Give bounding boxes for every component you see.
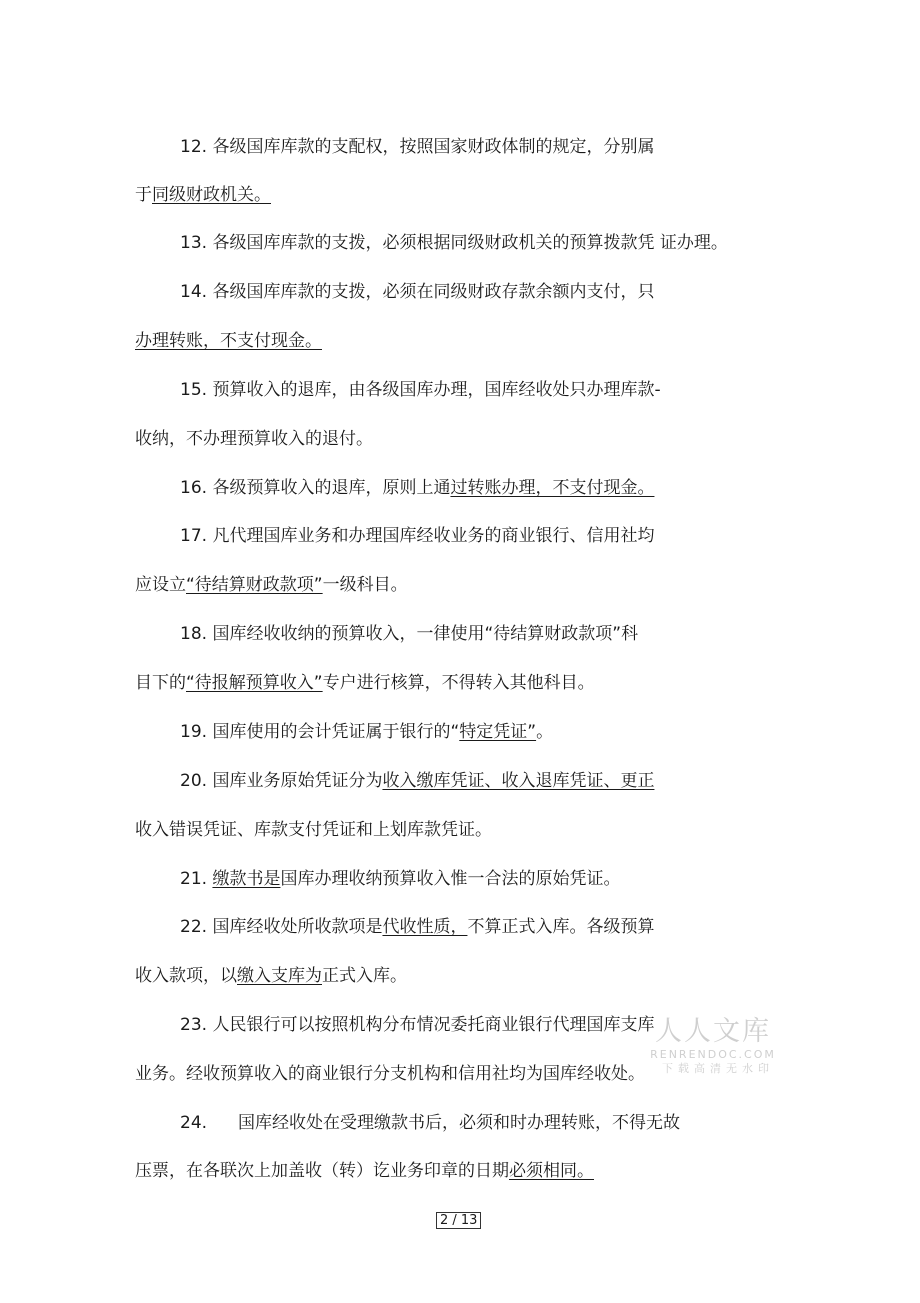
item-18-continuation [135, 671, 595, 695]
underlined-answer: 过转账办理，不支付现金。 [450, 478, 655, 498]
item-23-continuation [135, 1062, 645, 1086]
item-text: 各级国库库款的支配权，按照国家财政体制的规定，分别属 [212, 137, 655, 157]
site-watermark [648, 1016, 778, 1076]
item-text: 收入款项，以 [135, 966, 237, 986]
item-text: 人民银行可以按照机构分布情况委托商业银行代理国库支库 [212, 1015, 655, 1035]
underlined-answer: 必须相同。 [509, 1161, 594, 1181]
underlined-answer: 缴款书是 [212, 869, 281, 889]
watermark-title: 人人文库 [655, 1016, 771, 1047]
item-text: 各级国库库款的支拨，必须根据同级财政机关的预算拨款凭 证办理。 [212, 233, 728, 253]
item-15-continuation [135, 427, 373, 451]
underlined-answer: 代收性质， [382, 917, 468, 937]
item-text: 收入错误凭证、库款支付凭证和上划库款凭证。 [135, 820, 492, 840]
item-17 [180, 524, 654, 548]
item-number: 16. [180, 478, 208, 498]
item-text: 应设立 [135, 575, 186, 595]
item-number: 20. [180, 771, 208, 791]
item-15 [180, 378, 661, 402]
item-text: 国库经收收纳的预算收入，一律使用“待结算财政款项”科 [212, 624, 639, 644]
item-text: 凡代理国库业务和办理国库经收业务的商业银行、信用社均 [212, 526, 655, 546]
item-21 [180, 867, 620, 891]
item-18 [180, 622, 638, 646]
item-14 [180, 280, 654, 304]
item-number: 12. [180, 137, 208, 157]
item-22-continuation [135, 964, 407, 988]
item-number: 15. [180, 380, 208, 400]
item-text: 正式入库。 [322, 966, 407, 986]
item-text: 压票，在各联次上加盖收（转）讫业务印章的日期 [135, 1161, 509, 1181]
underlined-answer: “待结算财政款项” [186, 575, 323, 595]
item-number: 13. [180, 233, 208, 253]
item-text: 国库经收处在受理缴款书后，必须和时办理转账，不得无故 [238, 1113, 680, 1133]
item-text: 各级预算收入的退库，原则上通 [212, 478, 451, 498]
item-text: 国库办理收纳预算收入惟一合法的原始凭证。 [280, 869, 621, 889]
item-14-continuation [135, 329, 322, 353]
item-number: 22. [180, 917, 208, 937]
underlined-answer: 特定凭证” [459, 722, 537, 742]
item-23 [180, 1013, 654, 1037]
item-number: 21. [180, 869, 208, 889]
item-text: 。 [536, 722, 554, 742]
item-12-continuation [135, 183, 271, 207]
underlined-answer: “待报解预算收入” [186, 673, 323, 693]
underlined-answer: 收入缴库凭证、收入退库凭证、更正 [382, 771, 655, 791]
item-text: 各级国库库款的支拨，必须在同级财政存款余额内支付，只 [212, 282, 655, 302]
item-12 [180, 135, 654, 159]
item-text: 不算正式入库。各级预算 [467, 917, 655, 937]
item-20-continuation [135, 818, 492, 842]
item-24-continuation [135, 1159, 594, 1183]
item-19 [180, 720, 553, 744]
item-number: 23. [180, 1015, 208, 1035]
item-number: 17. [180, 526, 208, 546]
item-20 [180, 769, 654, 793]
item-number: 14. [180, 282, 208, 302]
item-17-continuation [135, 573, 408, 597]
underlined-answer: 缴入支库为 [237, 966, 322, 986]
item-number: 18. [180, 624, 208, 644]
item-text: 国库使用的会计凭证属于银行的“ [212, 722, 460, 742]
underlined-answer: 同级财政机关。 [152, 185, 271, 205]
underlined-answer: 办理转账，不支付现金。 [135, 331, 322, 351]
item-text: 一级科目。 [322, 575, 408, 595]
watermark-site: RENRENDOC.COM [650, 1048, 776, 1061]
item-24 [180, 1111, 680, 1135]
item-22 [180, 915, 654, 939]
watermark-slogan: 下载高清无水印 [662, 1062, 774, 1075]
item-number: 24. [180, 1113, 208, 1133]
item-text: 国库经收处所收款项是 [212, 917, 383, 937]
item-number: 19. [180, 722, 208, 742]
item-text: 于 [135, 185, 152, 205]
item-text: 业务。经收预算收入的商业银行分支机构和信用社均为国库经收处。 [135, 1064, 645, 1084]
item-13 [180, 231, 728, 255]
page-number: 2 / 13 [436, 1212, 481, 1229]
item-text: 预算收入的退库，由各级国库办理，国库经收处只办理库款- [212, 380, 661, 400]
item-text: 国库业务原始凭证分为 [212, 771, 383, 791]
item-text: 专户进行核算，不得转入其他科目。 [322, 673, 595, 693]
item-16 [180, 476, 654, 500]
item-text: 收纳，不办理预算收入的退付。 [135, 429, 373, 449]
item-text: 目下的 [135, 673, 186, 693]
